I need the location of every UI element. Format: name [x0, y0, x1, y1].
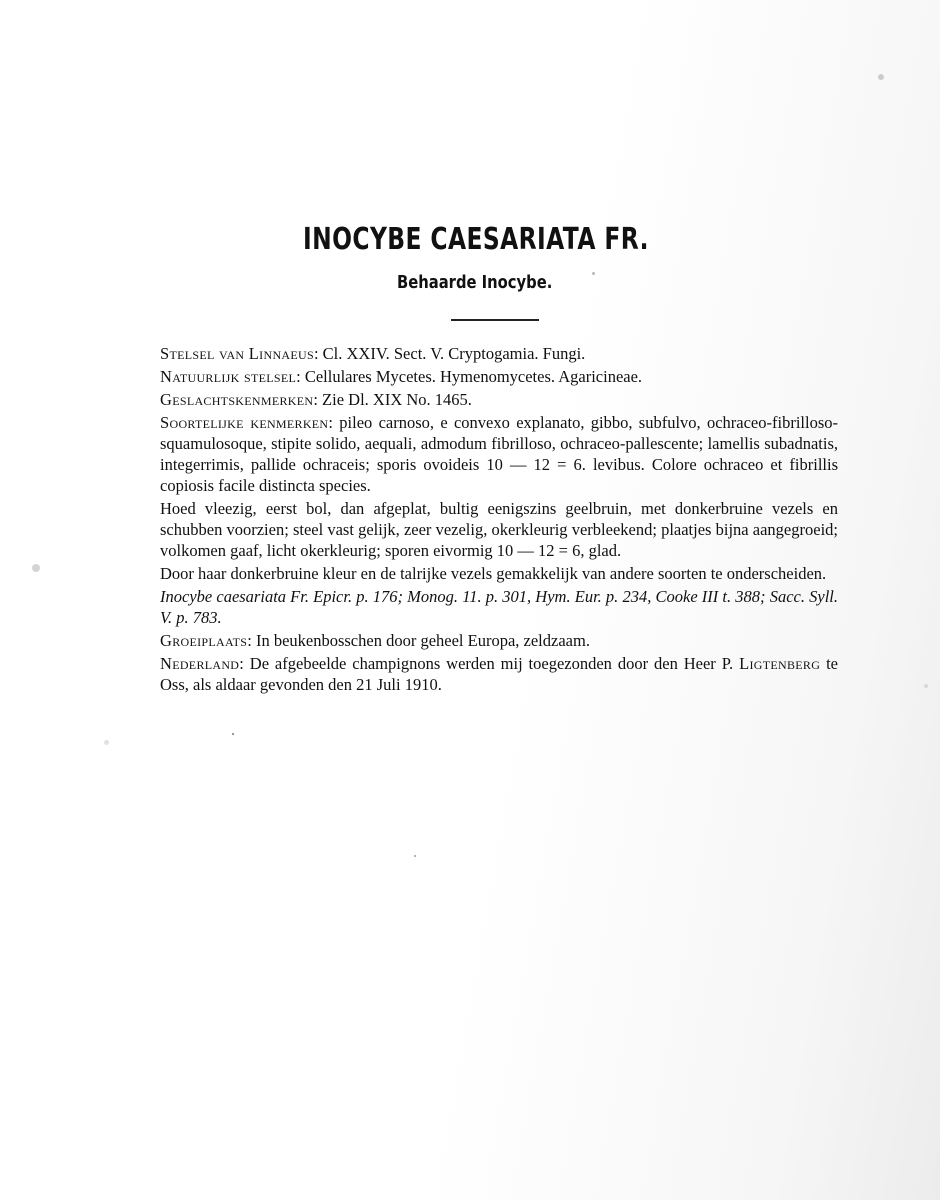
nederland-entry: Nederland: De afgebeelde champignons werden mij toegezonden door den Heer P. Ligtenberg te Oss, als aldaar gevonden den 21 Juli 1910.	[160, 654, 839, 694]
groeiplaats-value: In beukenbosschen door geheel Europa, zeldzaam.	[255, 631, 590, 650]
nederland-value-b: te Oss, als aldaar gevonden den 21 Juli 1910.	[160, 654, 839, 694]
page-subtitle: Behaarde Inocybe.	[396, 272, 553, 293]
beschrijving-paragraph: Hoed vleezig, eerst bol, dan afgeplat, bultig eenigszins geelbruin, met donkerbruine vezels en schubben voorzien; steel vast gelijk, zeer vezelig, okerkleurig verbleekend; plaatjes bijna aangegroeid; volkomen gaaf, licht okerkleurig; sporen eivormig 10 — 12 = 6, glad.	[160, 499, 838, 560]
soortelijke-kenmerken-entry: Soortelijke kenmerken: pileo carnoso, e convexo explanato, gibbo, subfulvo, ochraceo-fibrilloso-squamulosoque, stipite solido, aequali, admodum fibrilloso, ochraceo-pallescente; lamellis subadnatis, integerrimis, pallide ochraceis; sporis ovoideis 10 — 12 = 6. levibus. Colore ochraceo et fibrillis copiosis facile distincta species.	[160, 413, 838, 495]
soort-label: Soortelijke kenmerken	[160, 413, 329, 432]
speck-mark	[232, 733, 234, 735]
soort-value: pileo carnoso, e convexo explanato, gibbo, subfulvo, ochraceo-fibrilloso-squamulosoque, stipite solido, aequali, admodum fibrilloso, ochraceo-pallescente; lamellis subadnatis, integerrimis, pallide ochraceis; sporis ovoideis 10 — 12 = 6. levibus. Colore ochraceo et fibrillis copiosis facile distincta species.	[160, 413, 838, 495]
groeiplaats-label: Groeiplaats	[160, 631, 248, 650]
stelsel-value: Cl. XXIV. Sect. V. Cryptogamia. Fungi.	[322, 344, 586, 363]
literatuur-paragraph: Inocybe caesariata Fr. Epicr. p. 176; Monog. 11. p. 301, Hym. Eur. p. 234, Cooke III t. 388; Sacc. Syll. V. p. 783.	[160, 587, 838, 627]
title-divider	[451, 319, 539, 321]
groeiplaats-entry: Groeiplaats: In beukenbosschen door geheel Europa, zeldzaam.	[160, 631, 590, 650]
stelsel-linnaeus-entry: Stelsel van Linnaeus: Cl. XXIV. Sect. V. Cryptogamia. Fungi.	[160, 344, 586, 363]
speck-mark	[32, 564, 40, 572]
stelsel-label: Stelsel van Linnaeus	[160, 344, 314, 363]
speck-mark	[414, 855, 416, 857]
natuurlijk-stelsel-entry: Natuurlijk stelsel: Cellulares Mycetes. Hymenomycetes. Agaricineae.	[160, 367, 643, 386]
geslacht-value: Zie Dl. XIX No. 1465.	[322, 390, 472, 409]
speck-mark	[878, 74, 884, 80]
page-title: INOCYBE CAESARIATA FR.	[303, 222, 649, 257]
speck-mark	[104, 740, 109, 745]
geslachtskenmerken-entry: Geslachtskenmerken: Zie Dl. XIX No. 1465.	[160, 390, 472, 409]
nederland-label: Nederland	[160, 654, 240, 673]
speck-mark	[924, 684, 928, 688]
speck-mark	[592, 272, 595, 275]
natuurlijk-value: Cellulares Mycetes. Hymenomycetes. Agaricineae.	[304, 367, 643, 386]
geslacht-label: Geslachtskenmerken	[160, 390, 314, 409]
natuurlijk-label: Natuurlijk stelsel	[160, 367, 297, 386]
onderscheid-paragraph: Door haar donkerbruine kleur en de talrijke vezels gemakkelijk van andere soorten te onderscheiden.	[160, 564, 827, 583]
nederland-value-a: De afgebeelde champignons werden mij toegezonden door den Heer P.	[249, 654, 734, 673]
species-description	[160, 343, 838, 697]
collector-name: Ligtenberg	[739, 654, 821, 673]
